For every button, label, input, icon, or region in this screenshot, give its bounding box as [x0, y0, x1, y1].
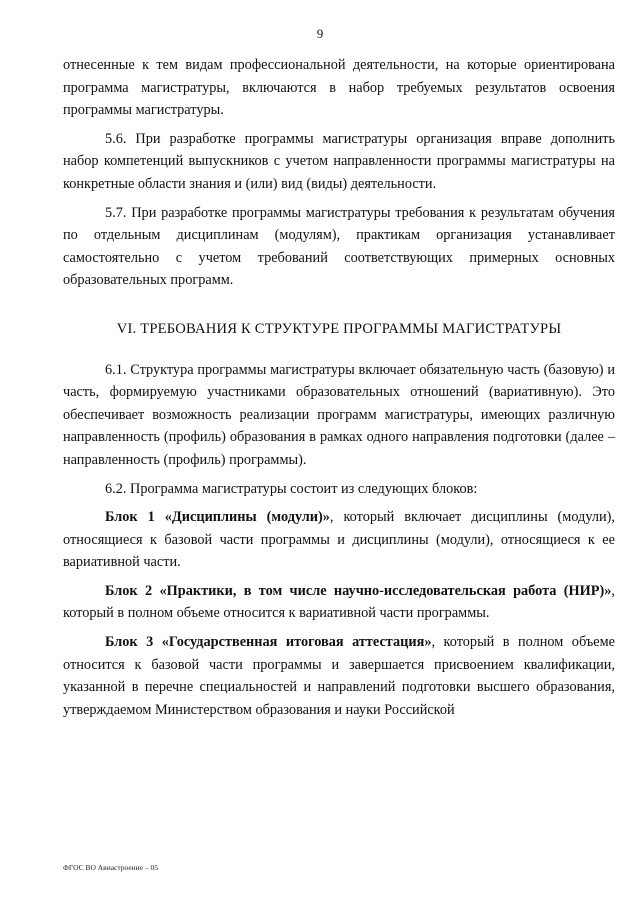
document-body — [63, 54, 615, 721]
block-3-paragraph — [63, 631, 615, 721]
block-3-title: Блок 3 «Государственная итоговая аттестация» — [105, 634, 432, 651]
block-1-title: Блок 1 «Дисциплины (модули)» — [105, 509, 330, 526]
paragraph-5-6: 5.6. При разработке программы магистратуры организация вправе дополнить набор компетенций выпускников с учетом направленности программы магистратуры на конкретные области знания и (или) вид (виды) деятельности. — [63, 130, 615, 192]
footer-note: ФГОС ВО Авиастроение – 05 — [63, 863, 159, 872]
page-number: 9 — [316, 26, 324, 41]
paragraph-6-2: 6.2. Программа магистратуры состоит из следующих блоков: — [105, 480, 478, 497]
section-heading: VI. ТРЕБОВАНИЯ К СТРУКТУРЕ ПРОГРАММЫ МАГИСТРАТУРЫ — [116, 320, 562, 337]
block-1-text: , который включает дисциплины (модули), относящиеся к базовой части программы и дисциплины (модули), относящиеся к ее вариативной части. — [63, 509, 615, 571]
block-2-text: , который в полном объеме относится к вариативной части программы. — [63, 582, 615, 622]
paragraph-6-1: 6.1. Структура программы магистратуры включает обязательную часть (базовую) и часть, формируемую участниками образовательных отношений (вариативную). Это обеспечивает возможность реализации программ магистратуры, имеющих различную направленность (профиль) образования в рамках одного направления подготовки (далее – направленность (профиль) программы). — [63, 361, 615, 468]
block-3-text: , который в полном объеме относится к базовой части программы и завершается присвоением квалификации, указанной в перечне специальностей и направлений подготовки высшего образования, утверждаемом Министерством образования и науки Российской — [63, 634, 615, 718]
block-1-paragraph — [63, 506, 615, 574]
block-2-title: Блок 2 «Практики, в том числе научно-исследовательская работа (НИР)» — [105, 582, 612, 599]
paragraph-continuation: отнесенные к тем видам профессиональной деятельности, на которые ориентирована программа магистратуры, включаются в набор требуемых результатов освоения программы магистратуры. — [63, 57, 615, 119]
block-2-paragraph — [63, 580, 615, 625]
paragraph-5-7: 5.7. При разработке программы магистратуры требования к результатам обучения по отдельным дисциплинам (модулям), практикам организация устанавливает самостоятельно с учетом требований соответствующих примерных основных образовательных программ. — [63, 204, 615, 289]
